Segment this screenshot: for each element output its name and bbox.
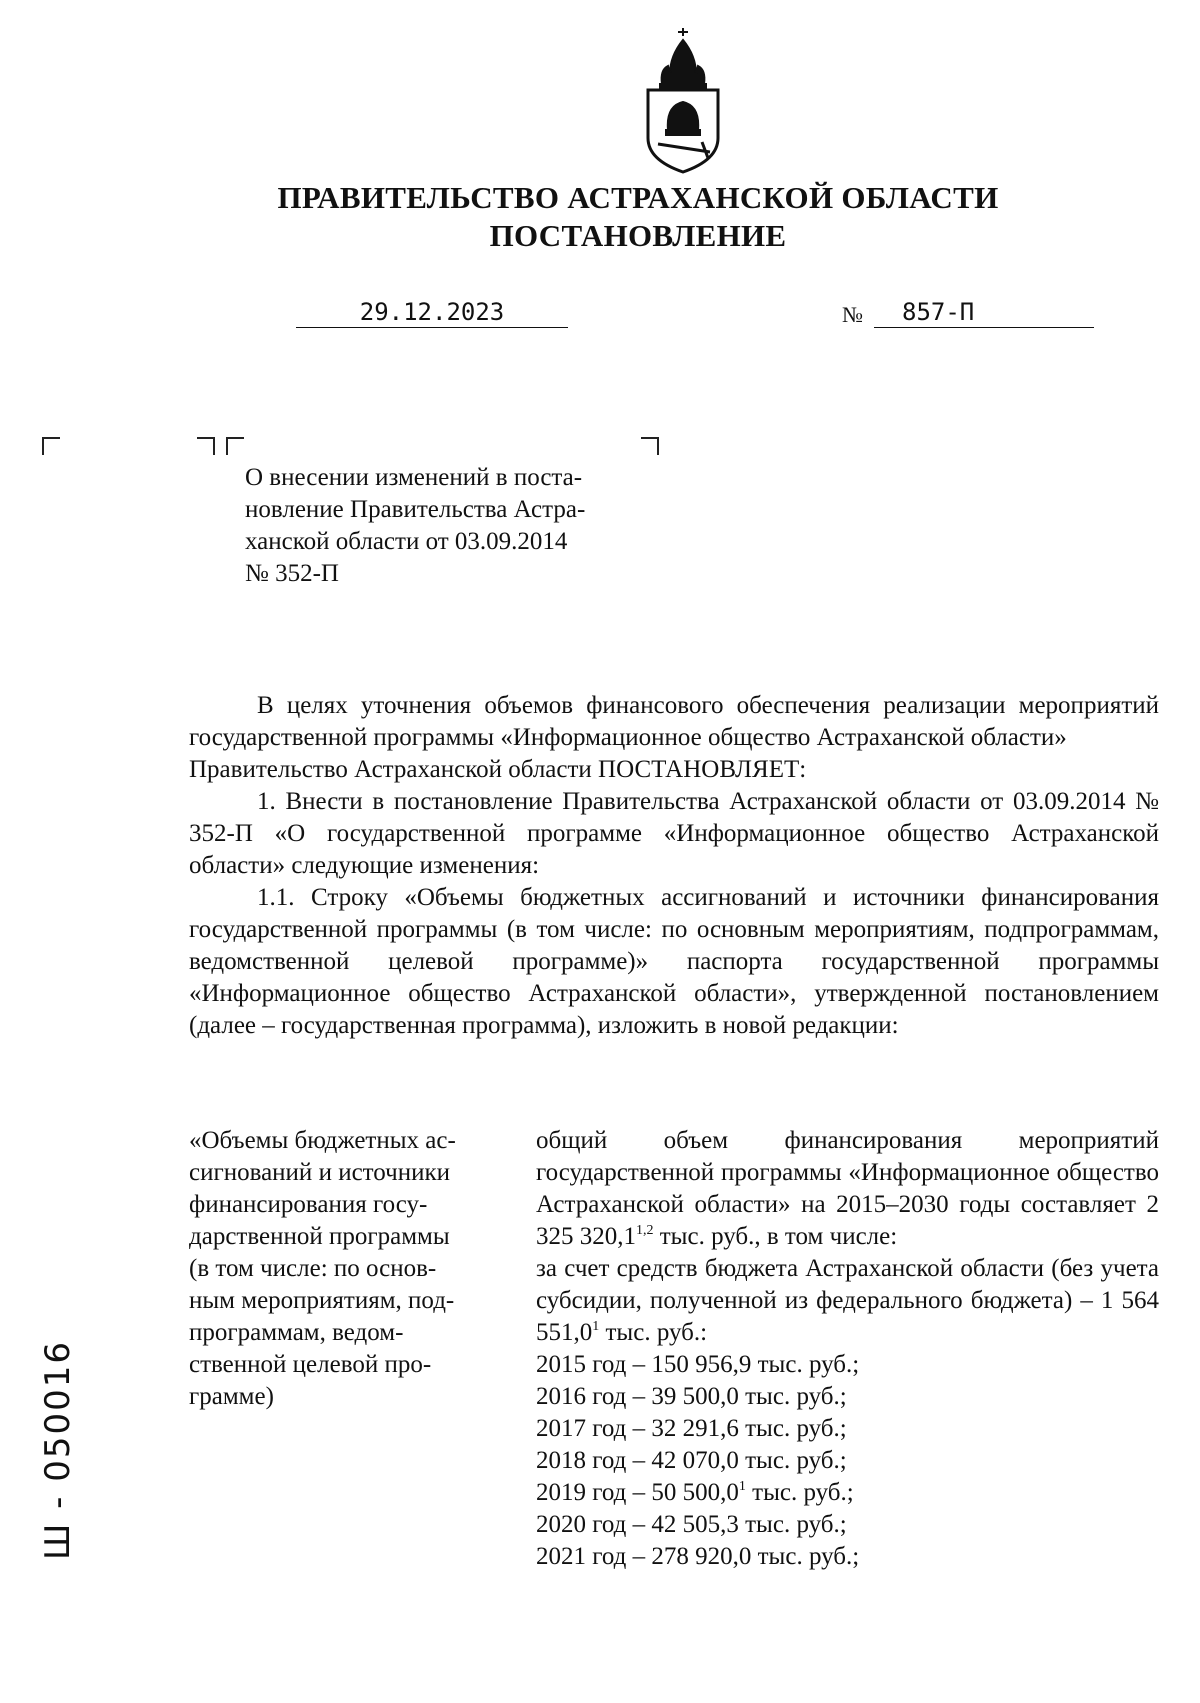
year-amount: 2018 год – 42 070,0 тыс. руб.; xyxy=(536,1447,847,1474)
total-funding-main: общий объем финансирования мероприятий государственной программы «Информационное общество Астраханской области» на 2015–2030 годы составляет 2 325 320,1 xyxy=(536,1127,1159,1250)
preamble-paragraph: В целях уточнения объемов финансового обеспечения реализации мероприятий государственной программы «Информационное общество Астраханской области» xyxy=(189,692,1159,751)
year-line xyxy=(536,1541,1159,1573)
document-subject xyxy=(245,462,639,590)
regional-budget-main: за счет средств бюджета Астраханской области (без учета субсидии, полученной из федерального бюджета) – 1 564 551,0 xyxy=(536,1255,1159,1346)
label-line: дарственной программы xyxy=(189,1223,450,1250)
resolution-statement: Правительство Астраханской области ПОСТАНОВЛЯЕТ: xyxy=(189,756,807,783)
year-amount-tail: тыс. руб.; xyxy=(745,1479,854,1506)
clause-1-1: 1.1. Строку «Объемы бюджетных ассигнований и источники финансирования государственной программы (в том числе: по основным мероприятиям, подпрограммам, ведомственной целевой программе)» паспорта государственной программы «Информационное общество Астраханской области», утвержденной постановлением (далее – государственная программа), изложить в новой редакции: xyxy=(189,884,1159,1039)
subject-line: О внесении изменений в поста- xyxy=(245,464,583,491)
regional-budget-tail: тыс. руб.: xyxy=(599,1319,708,1346)
label-line: сигнований и источники xyxy=(189,1159,450,1186)
label-line: грамме) xyxy=(189,1383,274,1410)
footnote-ref: 1 xyxy=(592,1319,600,1334)
funding-row-label xyxy=(189,1125,493,1413)
document-date: 29.12.2023 xyxy=(296,297,568,328)
year-line xyxy=(536,1477,1159,1509)
corner-mark xyxy=(42,437,60,455)
document-body xyxy=(189,690,1159,1042)
footnote-ref: 1,2 xyxy=(636,1223,654,1238)
total-funding-text xyxy=(536,1125,1159,1253)
subject-line: ханской области от 03.09.2014 xyxy=(245,528,568,555)
government-name: ПРАВИТЕЛЬСТВО АСТРАХАНСКОЙ ОБЛАСТИ xyxy=(277,180,999,215)
total-funding-tail: тыс. руб., в том числе: xyxy=(653,1223,898,1250)
label-line: (в том числе: по основ- xyxy=(189,1255,437,1282)
regional-budget-text xyxy=(536,1253,1159,1349)
label-line: ственной целевой про- xyxy=(189,1351,432,1378)
year-line xyxy=(536,1349,1159,1381)
year-amount: 2021 год – 278 920,0 тыс. руб.; xyxy=(536,1543,860,1570)
document-number-field xyxy=(874,297,1094,328)
form-serial-code: Ш - 050016 xyxy=(38,1339,78,1560)
label-line: ным мероприятиям, под- xyxy=(189,1287,455,1314)
coat-of-arms-emblem xyxy=(640,26,726,176)
document-number: 857-П xyxy=(902,298,975,326)
subject-line: № 352-П xyxy=(245,560,339,587)
corner-mark xyxy=(641,437,659,455)
year-line xyxy=(536,1381,1159,1413)
label-line: финансирования госу- xyxy=(189,1191,428,1218)
year-amount: 2020 год – 42 505,3 тыс. руб.; xyxy=(536,1511,847,1538)
label-line: «Объемы бюджетных ас- xyxy=(189,1127,456,1154)
year-amount: 2019 год – 50 500,0 xyxy=(536,1479,739,1506)
year-amount: 2017 год – 32 291,6 тыс. руб.; xyxy=(536,1415,847,1442)
year-amount: 2015 год – 150 956,9 тыс. руб.; xyxy=(536,1351,860,1378)
footnote-ref: 1 xyxy=(738,1479,746,1494)
subject-line: новление Правительства Астра- xyxy=(245,496,586,523)
year-amount: 2016 год – 39 500,0 тыс. руб.; xyxy=(536,1383,847,1410)
corner-mark xyxy=(197,437,215,455)
document-type: ПОСТАНОВЛЕНИЕ xyxy=(489,218,787,253)
corner-mark xyxy=(226,437,244,455)
label-line: программам, ведом- xyxy=(189,1319,404,1346)
number-sign: № xyxy=(842,302,863,327)
year-line xyxy=(536,1445,1159,1477)
clause-1: 1. Внести в постановление Правительства Астраханской области от 03.09.2014 № 352-П «О государственной программе «Информационное общество Астраханской области» следующие изменения: xyxy=(189,788,1159,879)
funding-row-value xyxy=(536,1125,1159,1573)
year-line xyxy=(536,1509,1159,1541)
year-line xyxy=(536,1413,1159,1445)
